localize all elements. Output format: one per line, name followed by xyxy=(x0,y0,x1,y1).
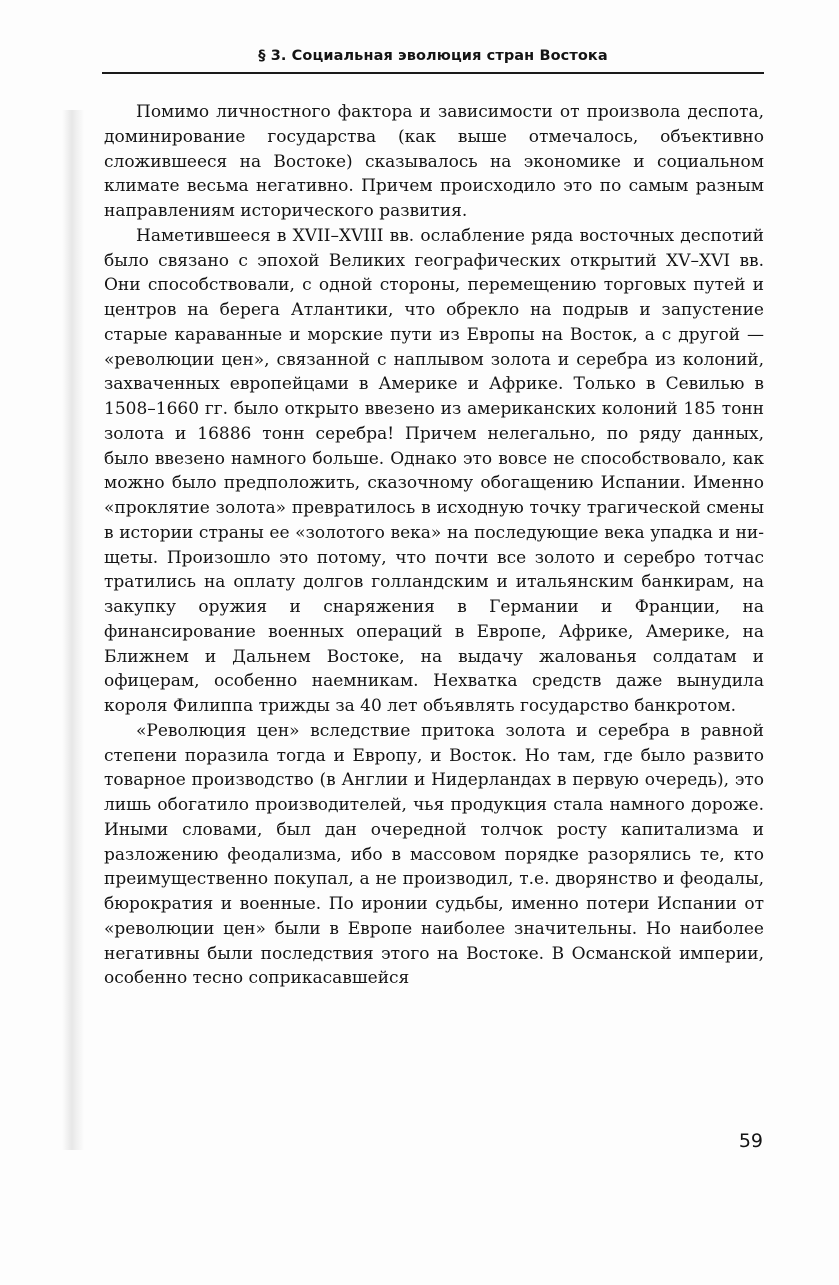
binding-shadow xyxy=(62,110,84,1150)
paragraph: Помимо личностного фактора и зависимости от произвола деспота, доминирование государства (как выше отмечалось, объективно сложившееся на Востоке) сказывалось на экономике и социальном климате весьма негативно. Причем происходило это по самым разным направлениям исторического развития. xyxy=(104,102,764,221)
paragraph: «Революция цен» вследствие притока золота и серебра в равной степени поразила тогда и Европу, и Восток. Но там, где было развито товарное производство (в Англии и Нидерландах в первую очередь), это лишь обогатило производителей, чья продукция стала намного дороже. Иными словами, был дан очередной толчок росту капитализма и разложению феодализма, ибо в массовом порядке разорялись те, кто преимущественно покупал, а не производил, т.е. дворянство и феодалы, бюрократия и военные. По иронии судьбы, именно потери Испании от «революции цен» были в Европе наиболее значительны. Но наиболее негативны были последствия этого на Востоке. В Османской империи, особенно тесно соприкасавшейся xyxy=(104,720,764,989)
body-text xyxy=(104,100,764,991)
running-header xyxy=(102,44,764,74)
paragraph: Наметившееся в XVII–XVIII вв. ослабление ряда восточных деспотий было связано с эпохой Великих географических открытий XV–XVI вв. Они способствовали, с одной стороны, перемещению торговых путей и центров на берега Атлантики, что обрекло на подрыв и запустение старые караванные и морские пути из Европы на Восток, а с другой — «революции цен», связанной с наплывом золота и серебра из колоний, захваченных европейцами в Америке и Африке. Только в Севилью в 1508–1660 гг. было открыто ввезено из американских колоний 185 тонн золота и 16886 тонн серебра! Причем нелегально, по ряду данных, было ввезено намного больше. Однако это вовсе не способствовало, как можно было предположить, сказочному обогащению Испании. Именно «проклятие золота» превратилось в исходную точку трагической смены в истории страны ее «золотого века» на последующие века упадка и нищеты. Произошло это потому, что почти все золото и серебро тотчас тратились на оплату долгов голландским и итальянским банкирам, на закупку оружия и снаряжения в Германии и Франции, на финансирование военных операций в Европе, Африке, Америке, на Ближнем и Дальнем Востоке, на выдачу жалованья солдатам и офицерам, особенно наемникам. Нехватка средств даже вынудила короля Филиппа трижды за 40 лет объявлять государство банкротом. xyxy=(104,225,764,716)
page-number: 59 xyxy=(738,1130,763,1152)
section-title: § 3. Социальная эволюция стран Востока xyxy=(258,48,608,64)
